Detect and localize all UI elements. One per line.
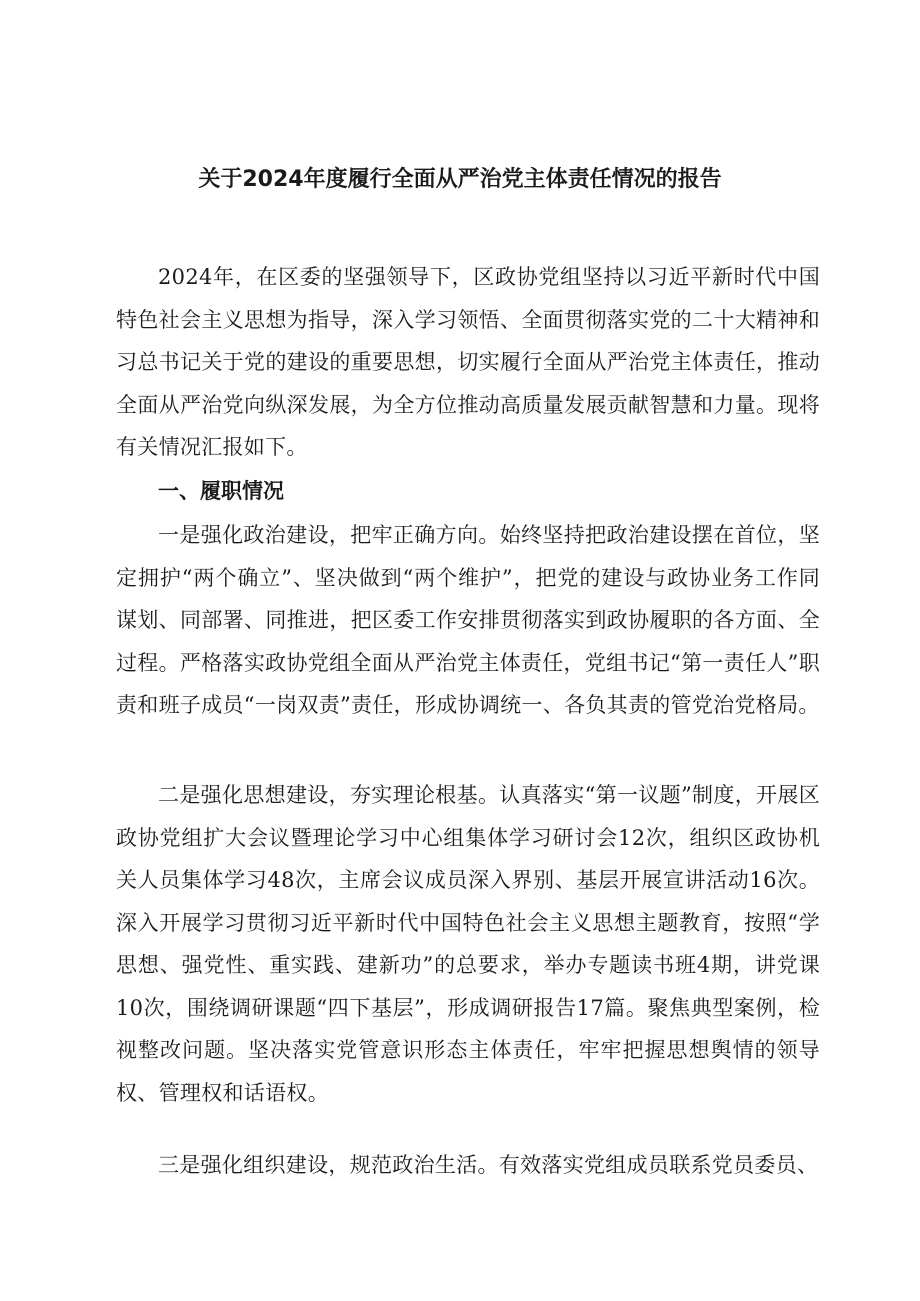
paragraph-ideological-construction: 二是强化思想建设，夯实理论根基。认真落实“第一议题”制度，开展区政协党组扩大会议暨理论学习中心组集体学习研讨会12次，组织区政协机关人员集体学习48次，主席会议成员深入界别、基层开展宣讲活动16次。深入开展学习贯彻习近平新时代中国特色社会主义思想主题教育，按照“学思想、强党性、重实践、建新功”的总要求，举办专题读书班4期，讲党课10次，围绕调研课题“四下基层”，形成调研报告17篇。聚焦典型案例，检视整改问题。坚决落实党管意识形态主体责任，牢牢把握思想舆情的领导权、管理权和话语权。 [116,783,820,1105]
intro-paragraph: 2024年，在区委的坚强领导下，区政协党组坚持以习近平新时代中国特色社会主义思想为指导，深入学习领悟、全面贯彻落实党的二十大精神和习总书记关于党的建设的重要思想，切实履行全面从严治党主体责任，推动全面从严治党向纵深发展，为全方位推动高质量发展贡献智慧和力量。现将有关情况汇报如下。 [116,265,820,459]
section-heading-duty-performance: 一、履职情况 [158,479,284,503]
paragraph-political-construction: 一是强化政治建设，把牢正确方向。始终坚持把政治建设摆在首位，坚定拥护“两个确立”、坚决做到“两个维护”，把党的建设与政协业务工作同谋划、同部署、同推进，把区委工作安排贯彻落实到政协履职的各方面、全过程。严格落实政协党组全面从严治党主体责任，党组书记“第一责任人”职责和班子成员“一岗双责”责任，形成协调统一、各负其责的管党治党格局。 [116,523,820,717]
document-title: 关于2024年度履行全面从严治党主体责任情况的报告 [198,167,722,192]
paragraph-organizational-construction: 三是强化组织建设，规范政治生活。有效落实党组成员联系党员委员、 [158,1153,819,1177]
